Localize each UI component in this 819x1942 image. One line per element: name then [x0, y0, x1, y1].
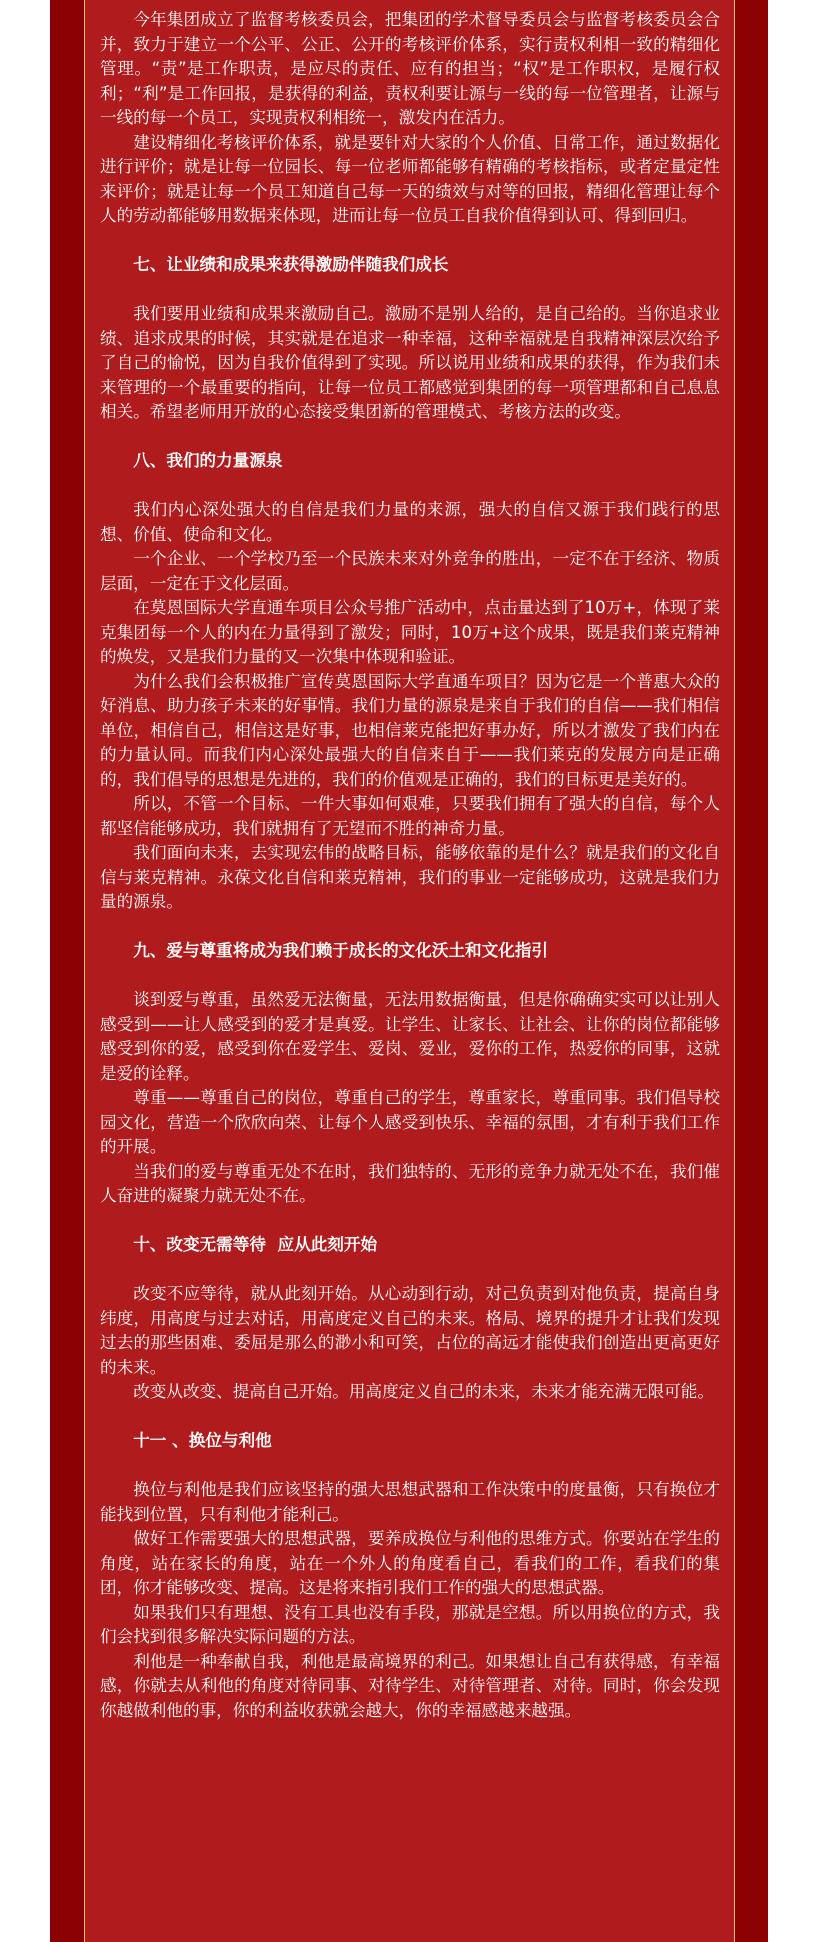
article-body — [100, 8, 720, 1723]
section-8-paragraph-2: 一个企业、一个学校乃至一个民族未来对外竞争的胜出，一定不在于经济、物质层面，一定在于文化层面。 — [100, 549, 720, 593]
section-9-paragraph-1: 谈到爱与尊重，虽然爱无法衡量，无法用数据衡量，但是你确确实实可以让别人感受到——让人感受到的爱才是真爱。让学生、让家长、让社会、让你的岗位都能够感受到你的爱，感受到你在爱学生、爱岗、爱业，爱你的工作，热爱你的同事，这就是爱的诠释。 — [100, 990, 720, 1083]
section-8-heading: 八、我们的力量源泉 — [133, 451, 283, 470]
section-8-paragraph-5: 所以，不管一个目标、一件大事如何艰难，只要我们拥有了强大的自信，每个人都坚信能够成功，我们就拥有了无望而不胜的神奇力量。 — [100, 794, 720, 838]
section-8-paragraph-6: 我们面向未来，去实现宏伟的战略目标，能够依靠的是什么？就是我们的文化自信与莱克精神。永葆文化自信和莱克精神，我们的事业一定能够成功，这就是我们力量的源泉。 — [100, 843, 720, 911]
section-10-paragraph-1: 改变不应等待，就从此刻开始。从心动到行动，对己负责到对他负责，提高自身纬度，用高度与过去对话，用高度定义自己的未来。格局、境界的提升才让我们发现过去的那些困难、委屈是那么的渺小和可笑，占位的高远才能使我们创造出更高更好的未来。 — [100, 1284, 720, 1377]
section-11-paragraph-1: 换位与利他是我们应该坚持的强大思想武器和工作决策中的度量衡，只有换位才能找到位置，只有利他才能利己。 — [100, 1480, 720, 1524]
section-11-heading: 十一 、换位与利他 — [133, 1431, 272, 1450]
section-10-paragraph-2: 改变从改变、提高自己开始。用高度定义自己的未来，未来才能充满无限可能。 — [133, 1382, 714, 1401]
intro-paragraph-2: 建设精细化考核评价体系，就是要针对大家的个人价值、日常工作，通过数据化进行评价；就是让每一位园长、每一位老师都能够有精确的考核指标，或者定量定性来评价；就是让每一个员工知道自己每一天的绩效与对等的回报，精细化管理让每个人的劳动都能够用数据来体现，进而让每一位员工自我价值得到认可、得到回归。 — [100, 132, 720, 225]
section-7-paragraph-1: 我们要用业绩和成果来激励自己。激励不是别人给的，是自己给的。当你追求业绩、追求成果的时候，其实就是在追求一种幸福，这种幸福就是自我精神深层次给予了自己的愉悦，因为自我价值得到了实现。所以说用业绩和成果的获得，作为我们未来管理的一个最重要的指向，让每一位员工都感觉到集团的每一项管理都和自己息息相关。希望老师用开放的心态接受集团新的管理模式、考核方法的改变。 — [100, 304, 720, 421]
section-11-paragraph-2: 做好工作需要强大的思想武器，要养成换位与利他的思维方式。你要站在学生的角度，站在家长的角度，站在一个外人的角度看自己，看我们的工作，看我们的集团，你才能够改变、提高。这是将来指引我们工作的强大的思想武器。 — [100, 1529, 720, 1597]
section-10-heading: 十、改变无需等待 应从此刻开始 — [133, 1235, 378, 1254]
intro-paragraph-1: 今年集团成立了监督考核委员会，把集团的学术督导委员会与监督考核委员会合并，致力于建立一个公平、公正、公开的考核评价体系，实行责权利相一致的精细化管理。“责”是工作职责，是应尽的责任、应有的担当；“权”是工作职权，是履行权利；“利”是工作回报，是获得的利益，责权利要让源与一线的每一位管理者，让源与一线的每一个员工，实现责权利相统一，激发内在活力。 — [100, 10, 720, 127]
section-9-paragraph-3: 当我们的爱与尊重无处不在时，我们独特的、无形的竞争力就无处不在，我们催人奋进的凝聚力就无处不在。 — [100, 1161, 720, 1205]
section-9-heading: 九、爱与尊重将成为我们赖于成长的文化沃土和文化指引 — [133, 941, 549, 960]
section-8-paragraph-4: 为什么我们会积极推广宣传莫恩国际大学直通车项目？因为它是一个普惠大众的好消息、助力孩子未来的好事情。我们力量的源泉是来自于我们的自信——我们相信单位，相信自己，相信这是好事，也相信莱克能把好事办好，所以才激发了我们内在的力量认同。而我们内心深处最强大的自信来自于——我们莱克的发展方向是正确的，我们倡导的思想是先进的，我们的价值观是正确的，我们的目标更是美好的。 — [100, 671, 720, 789]
section-9-paragraph-2: 尊重——尊重自己的岗位，尊重自己的学生，尊重家长，尊重同事。我们倡导校园文化，营造一个欣欣向荣、让每个人感受到快乐、幸福的氛围，才有利于我们工作的开展。 — [100, 1088, 720, 1156]
section-7-heading: 七、让业绩和成果来获得激励伴随我们成长 — [133, 255, 449, 274]
section-11-paragraph-4: 利他是一种奉献自我，利他是最高境界的利己。如果想让自己有获得感，有幸福感，你就去从利他的角度对待同事、对待学生、对待管理者、对待。同时，你会发现你越做利他的事，你的利益收获就会越大，你的幸福感越来越强。 — [100, 1651, 720, 1720]
section-8-paragraph-1: 我们内心深处强大的自信是我们力量的来源，强大的自信又源于我们践行的思想、价值、使命和文化。 — [100, 500, 720, 544]
section-8-paragraph-3: 在莫恩国际大学直通车项目公众号推广活动中，点击量达到了10万+，体现了莱克集团每一个人的内在力量得到了激发；同时，10万+这个成果，既是我们莱克精神的焕发，又是我们力量的又一次集中体现和验证。 — [100, 598, 720, 666]
section-11-paragraph-3: 如果我们只有理想、没有工具也没有手段，那就是空想。所以用换位的方式，我们会找到很多解决实际问题的方法。 — [100, 1602, 720, 1646]
